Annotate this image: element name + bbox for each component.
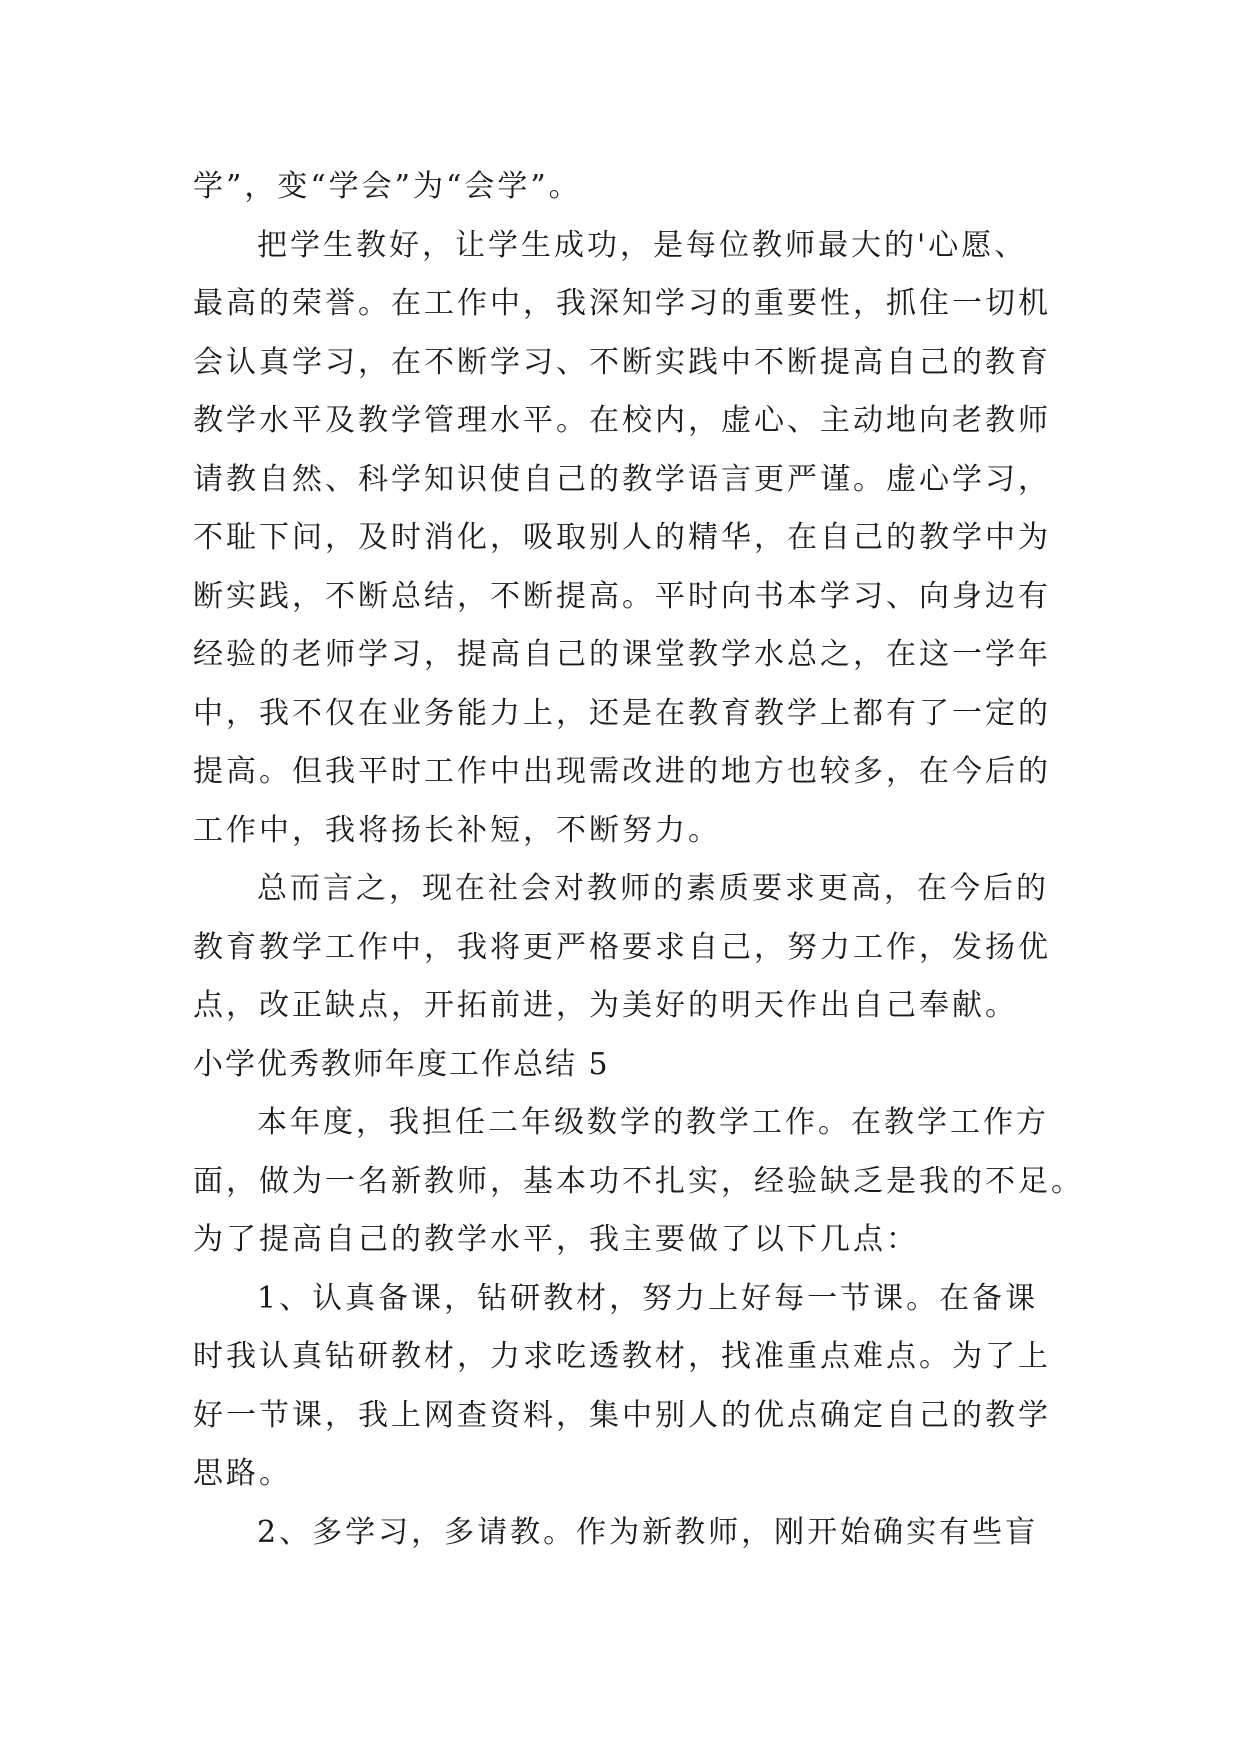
text-line: 面，做为一名新教师，基本功不扎实，经验缺乏是我的不足。 <box>193 1163 1084 1199</box>
text-line: 为了提高自己的教学水平，我主要做了以下几点： <box>193 1222 919 1257</box>
paragraph-first-line: 把学生教好，让学生成功，是每位教师最大的'心愿、 <box>257 227 1028 263</box>
document-body <box>193 158 1084 1562</box>
text-line: 教育教学工作中，我将更严格要求自己，努力工作，发扬优 <box>193 929 1051 965</box>
text-line: 思路。 <box>193 1456 292 1491</box>
text-line: 教学水平及教学管理水平。在校内，虚心、主动地向老教师 <box>193 403 1051 438</box>
text-line: 会认真学习，在不断学习、不断实践中不断提高自己的教育 <box>193 344 1051 380</box>
text-line: 最高的荣誉。在工作中，我深知学习的重要性，抓住一切机 <box>193 286 1051 321</box>
paragraph-first-line: 本年度，我担任二年级数学的教学工作。在教学工作方 <box>257 1105 1049 1140</box>
text-line: 中，我不仅在业务能力上，还是在教育教学上都有了一定的 <box>193 695 1051 731</box>
text-line: 时我认真钻研教材，力求吃透教材，找准重点难点。为了上 <box>193 1339 1051 1374</box>
text-line: 断实践，不断总结，不断提高。平时向书本学习、向身边有 <box>193 578 1051 614</box>
text-line: 好一节课，我上网查资料，集中别人的优点确定自己的教学 <box>193 1397 1051 1433</box>
text-line: 点，改正缺点，开拓前进，为美好的明天作出自己奉献。 <box>193 988 1018 1023</box>
text-line: 经验的老师学习，提高自己的课堂教学水总之，在这一学年 <box>193 637 1051 672</box>
paragraph-first-line: 2、多学习，多请教。作为新教师，刚开始确实有些盲 <box>257 1514 1039 1550</box>
text-line: 学”，变“学会”为“会学”。 <box>193 169 582 204</box>
section-heading: 小学优秀教师年度工作总结 5 <box>193 1046 610 1082</box>
paragraph-first-line: 总而言之，现在社会对教师的素质要求更高，在今后的 <box>257 871 1049 906</box>
text-line: 工作中，我将扬长补短，不断努力。 <box>193 812 721 848</box>
paragraph-first-line: 1、认真备课，钻研教材，努力上好每一节课。在备课 <box>257 1280 1039 1316</box>
text-line: 不耻下问，及时消化，吸取别人的精华，在自己的教学中为 <box>193 520 1051 555</box>
text-line: 请教自然、科学知识使自己的教学语言更严谨。虚心学习， <box>193 461 1051 497</box>
text-line: 提高。但我平时工作中出现需改进的地方也较多，在今后的 <box>193 754 1051 789</box>
